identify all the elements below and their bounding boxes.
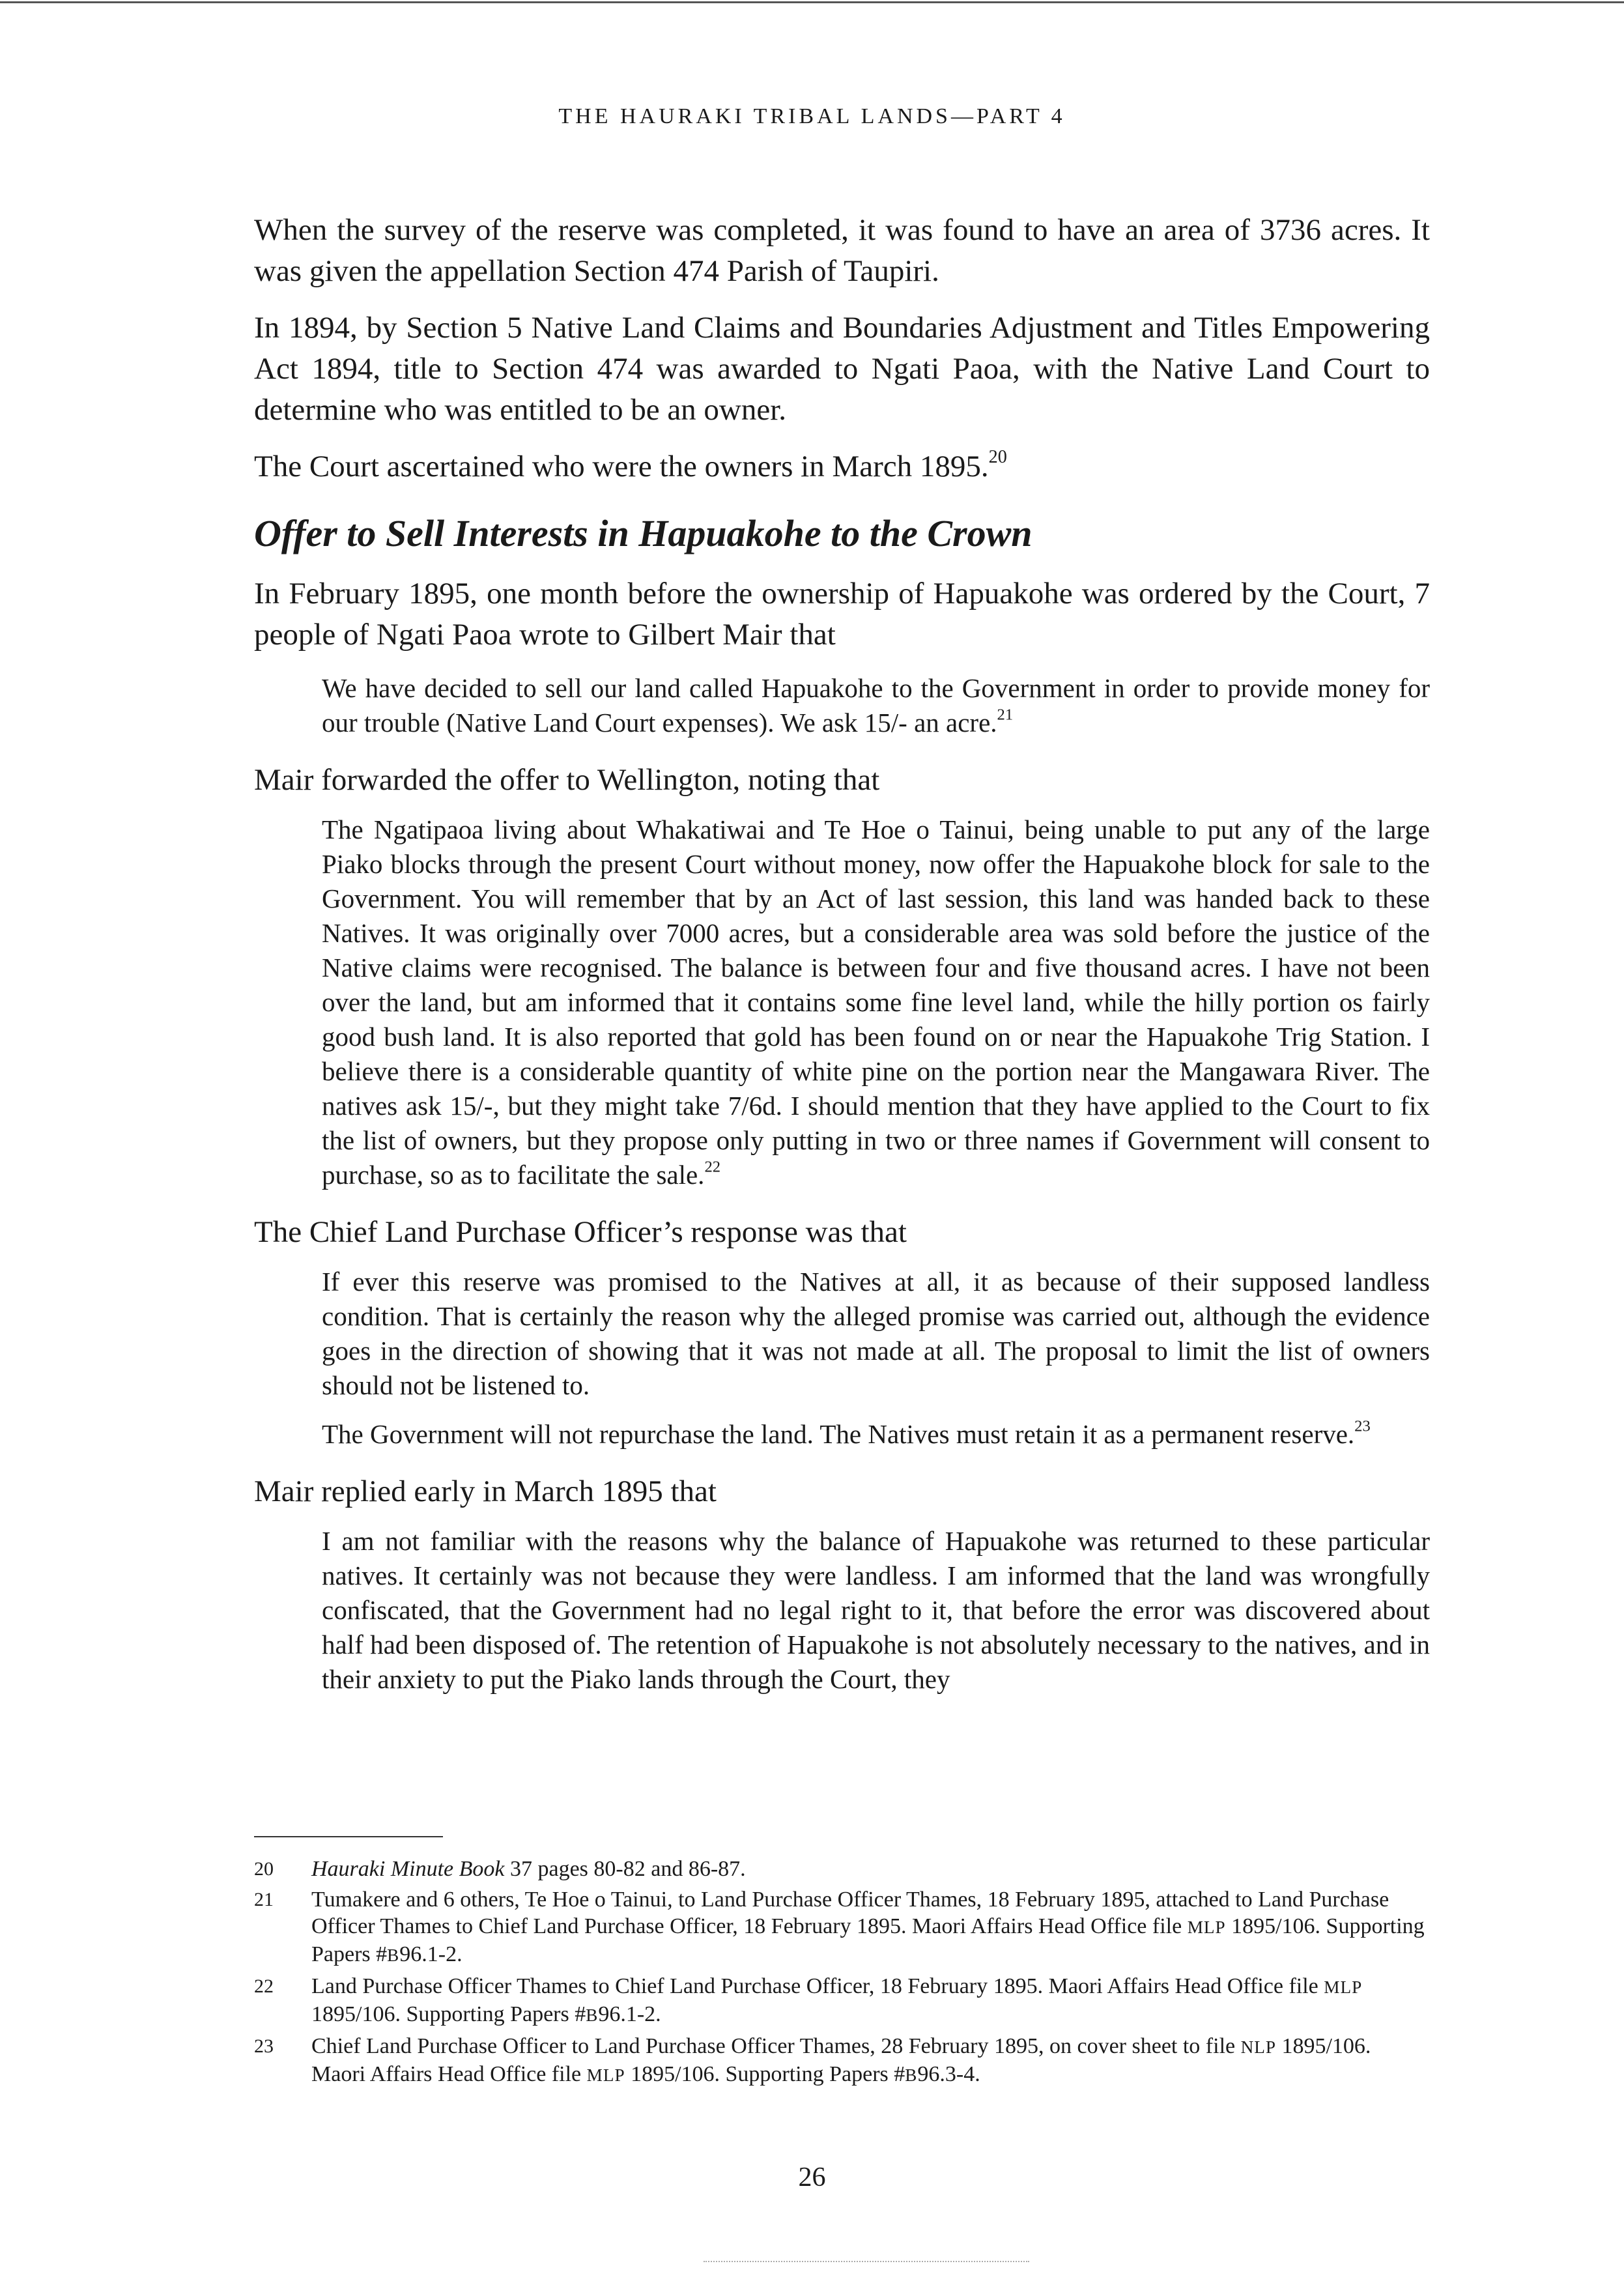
footnote-smallcaps: MLP (586, 2065, 625, 2085)
blockquote-offer (322, 671, 1430, 740)
footnote-22 (254, 1973, 1430, 2029)
footnote-text (311, 1886, 1430, 1969)
paragraph-survey: When the survey of the reserve was completed, it was found to have an area of 3736 acres. It was given the appellation Section 474 Parish of Taupiri. (254, 213, 1430, 288)
paragraph-court-owners-text: The Court ascertained who were the owners in March 1895. (254, 450, 989, 483)
footnote-smallcaps: MLP (1324, 1977, 1363, 1997)
footnote-number: 20 (254, 1858, 274, 1880)
footnote-smallcaps: NLP (1240, 2037, 1276, 2057)
footnote-smallcaps: B (586, 2005, 599, 2025)
blockquote-mair-reply (322, 1524, 1430, 1697)
page-number: 26 (798, 2162, 826, 2192)
quote-mair-letter-body: The Ngatipaoa living about Whakatiwai and Te Hoe o Tainui, being unable to put any of the large Piako blocks through the present Court without money, now offer the Hapuakohe block for sale to the Government. You will remember that by an Act of last session, this land was handed back to these Natives. It was originally over 7000 acres, but a considerable area was sold before the justice of the Native claims were recognised. The balance is between four and five thousand acres. I have not been over the land, but am informed that it contains some fine level land, while the hilly portion os fairly good bush land. It is also reported that gold has been found on or near the Hapuakohe Trig Station. I believe there is a considerable quantity of white pine on the portion near the Mangawara River. The natives ask 15/-, but they might take 7/6d. I should mention that they have applied to the Court to fix the list of owners, but they propose only putting in two or three names if Government will consent to purchase, so as to facilitate the sale. (322, 814, 1430, 1190)
footnote-number: 21 (254, 1889, 274, 1910)
blockquote-mair-letter (322, 812, 1430, 1192)
footnote-smallcaps: B (905, 2065, 918, 2085)
section-heading: Offer to Sell Interests in Hapuakohe to the Crown (254, 512, 1033, 554)
footnote-ref-22[interactable]: 22 (704, 1158, 721, 1176)
footnote-text (311, 1973, 1430, 2029)
body-text (254, 210, 1430, 1716)
top-rule (0, 1, 1624, 3)
footnote-text-part: 1895/106. Supporting Papers # (311, 1914, 1425, 1966)
footnote-23 (254, 2033, 1430, 2089)
quote-mair-reply-text: I am not familiar with the reasons why the balance of Hapuakohe was returned to these particular natives. It certainly was not because they were landless. I am informed that the land was wrongfully confiscated, that the Government had no legal right to it, that before the error was discovered about half had been disposed of. The retention of Hapuakohe is not absolutely necessary to the natives, and in their anxiety to put the Piako lands through the Court, they (322, 1526, 1430, 1694)
footnote-text-part: Chief Land Purchase Officer to Land Purchase Officer Thames, 28 February 1895, on cover sheet to file (311, 2034, 1241, 2058)
footnote-text-rest: 37 pages 80-82 and 86-87. (504, 1857, 746, 1881)
footnote-text (311, 1856, 1430, 1882)
blockquote-chief-response (322, 1265, 1430, 1452)
footnote-number: 22 (254, 1975, 274, 1997)
footnotes (254, 1856, 1430, 2093)
footnote-ref-23[interactable]: 23 (1354, 1417, 1371, 1435)
footnote-text-part: 1895/106. Maori Affairs Head Office file (311, 2034, 1371, 2086)
footnote-text-part: Tumakere and 6 others, Te Hoe o Tainui, to Land Purchase Officer Thames, 18 February 1895, attached to Land Purchase Officer Thames to Chief Land Purchase Officer, 18 February 1895. Maori Affairs Head Office file (311, 1888, 1389, 1938)
footnote-text-part: 96.1-2. (399, 1942, 463, 1966)
quote-chief-response-text-2 (322, 1417, 1430, 1452)
footnote-ref-20[interactable]: 20 (988, 446, 1007, 467)
quote-mair-letter-text (322, 812, 1430, 1192)
footnote-title: Hauraki Minute Book (311, 1857, 505, 1881)
footnote-text-part: Land Purchase Officer Thames to Chief Land Purchase Officer, 18 February 1895. Maori Affairs Head Office file (311, 1974, 1324, 1998)
footnote-20 (254, 1856, 1430, 1882)
footnote-smallcaps: MLP (1187, 1917, 1226, 1937)
footnote-21 (254, 1886, 1430, 1969)
footnote-number: 23 (254, 2035, 274, 2057)
quote-chief-response-body-2: The Government will not repurchase the land. The Natives must retain it as a permanent reserve. (322, 1419, 1355, 1449)
footnote-smallcaps: B (387, 1946, 400, 1965)
bottom-rule (704, 2261, 1029, 2262)
running-head: THE HAURAKI TRIBAL LANDS—PART 4 (558, 104, 1066, 128)
paragraph-court-owners (254, 446, 1430, 487)
footnote-text (311, 2033, 1430, 2089)
footnote-text-part: 96.3-4. (917, 2062, 980, 2086)
paragraph-chief-response: The Chief Land Purchase Officer’s response was that (254, 1215, 907, 1249)
footnote-ref-21[interactable]: 21 (997, 706, 1014, 724)
footnote-text-part: 1895/106. Supporting Papers # (311, 2002, 586, 2026)
footnote-rule (254, 1836, 443, 1837)
footnote-text-part: 96.1-2. (598, 2002, 661, 2026)
paragraph-1894-act: In 1894, by Section 5 Native Land Claims and Boundaries Adjustment and Titles Empowering Act 1894, title to Section 474 was awarded to Ngati Paoa, with the Native Land Court to determine who was entitled to be an owner. (254, 311, 1430, 427)
paragraph-mair-forwarded: Mair forwarded the offer to Wellington, noting that (254, 763, 880, 797)
quote-offer-body: We have decided to sell our land called Hapuakohe to the Government in order to provide money for our trouble (Native Land Court expenses). We ask 15/- an acre. (322, 673, 1430, 738)
paragraph-mair-replied: Mair replied early in March 1895 that (254, 1474, 717, 1508)
footnote-text-part: 1895/106. Supporting Papers # (625, 2062, 905, 2086)
paragraph-february-1895: In February 1895, one month before the ownership of Hapuakohe was ordered by the Court, 7 people of Ngati Paoa wrote to Gilbert Mair that (254, 577, 1430, 652)
quote-chief-response-text-1: If ever this reserve was promised to the Natives at all, it as because of their supposed landless condition. That is certainly the reason why the alleged promise was carried out, although the evidence goes in the direction of showing that it was not made at all. The proposal to limit the list of owners should not be listened to. (322, 1267, 1430, 1400)
quote-offer-text (322, 671, 1430, 740)
